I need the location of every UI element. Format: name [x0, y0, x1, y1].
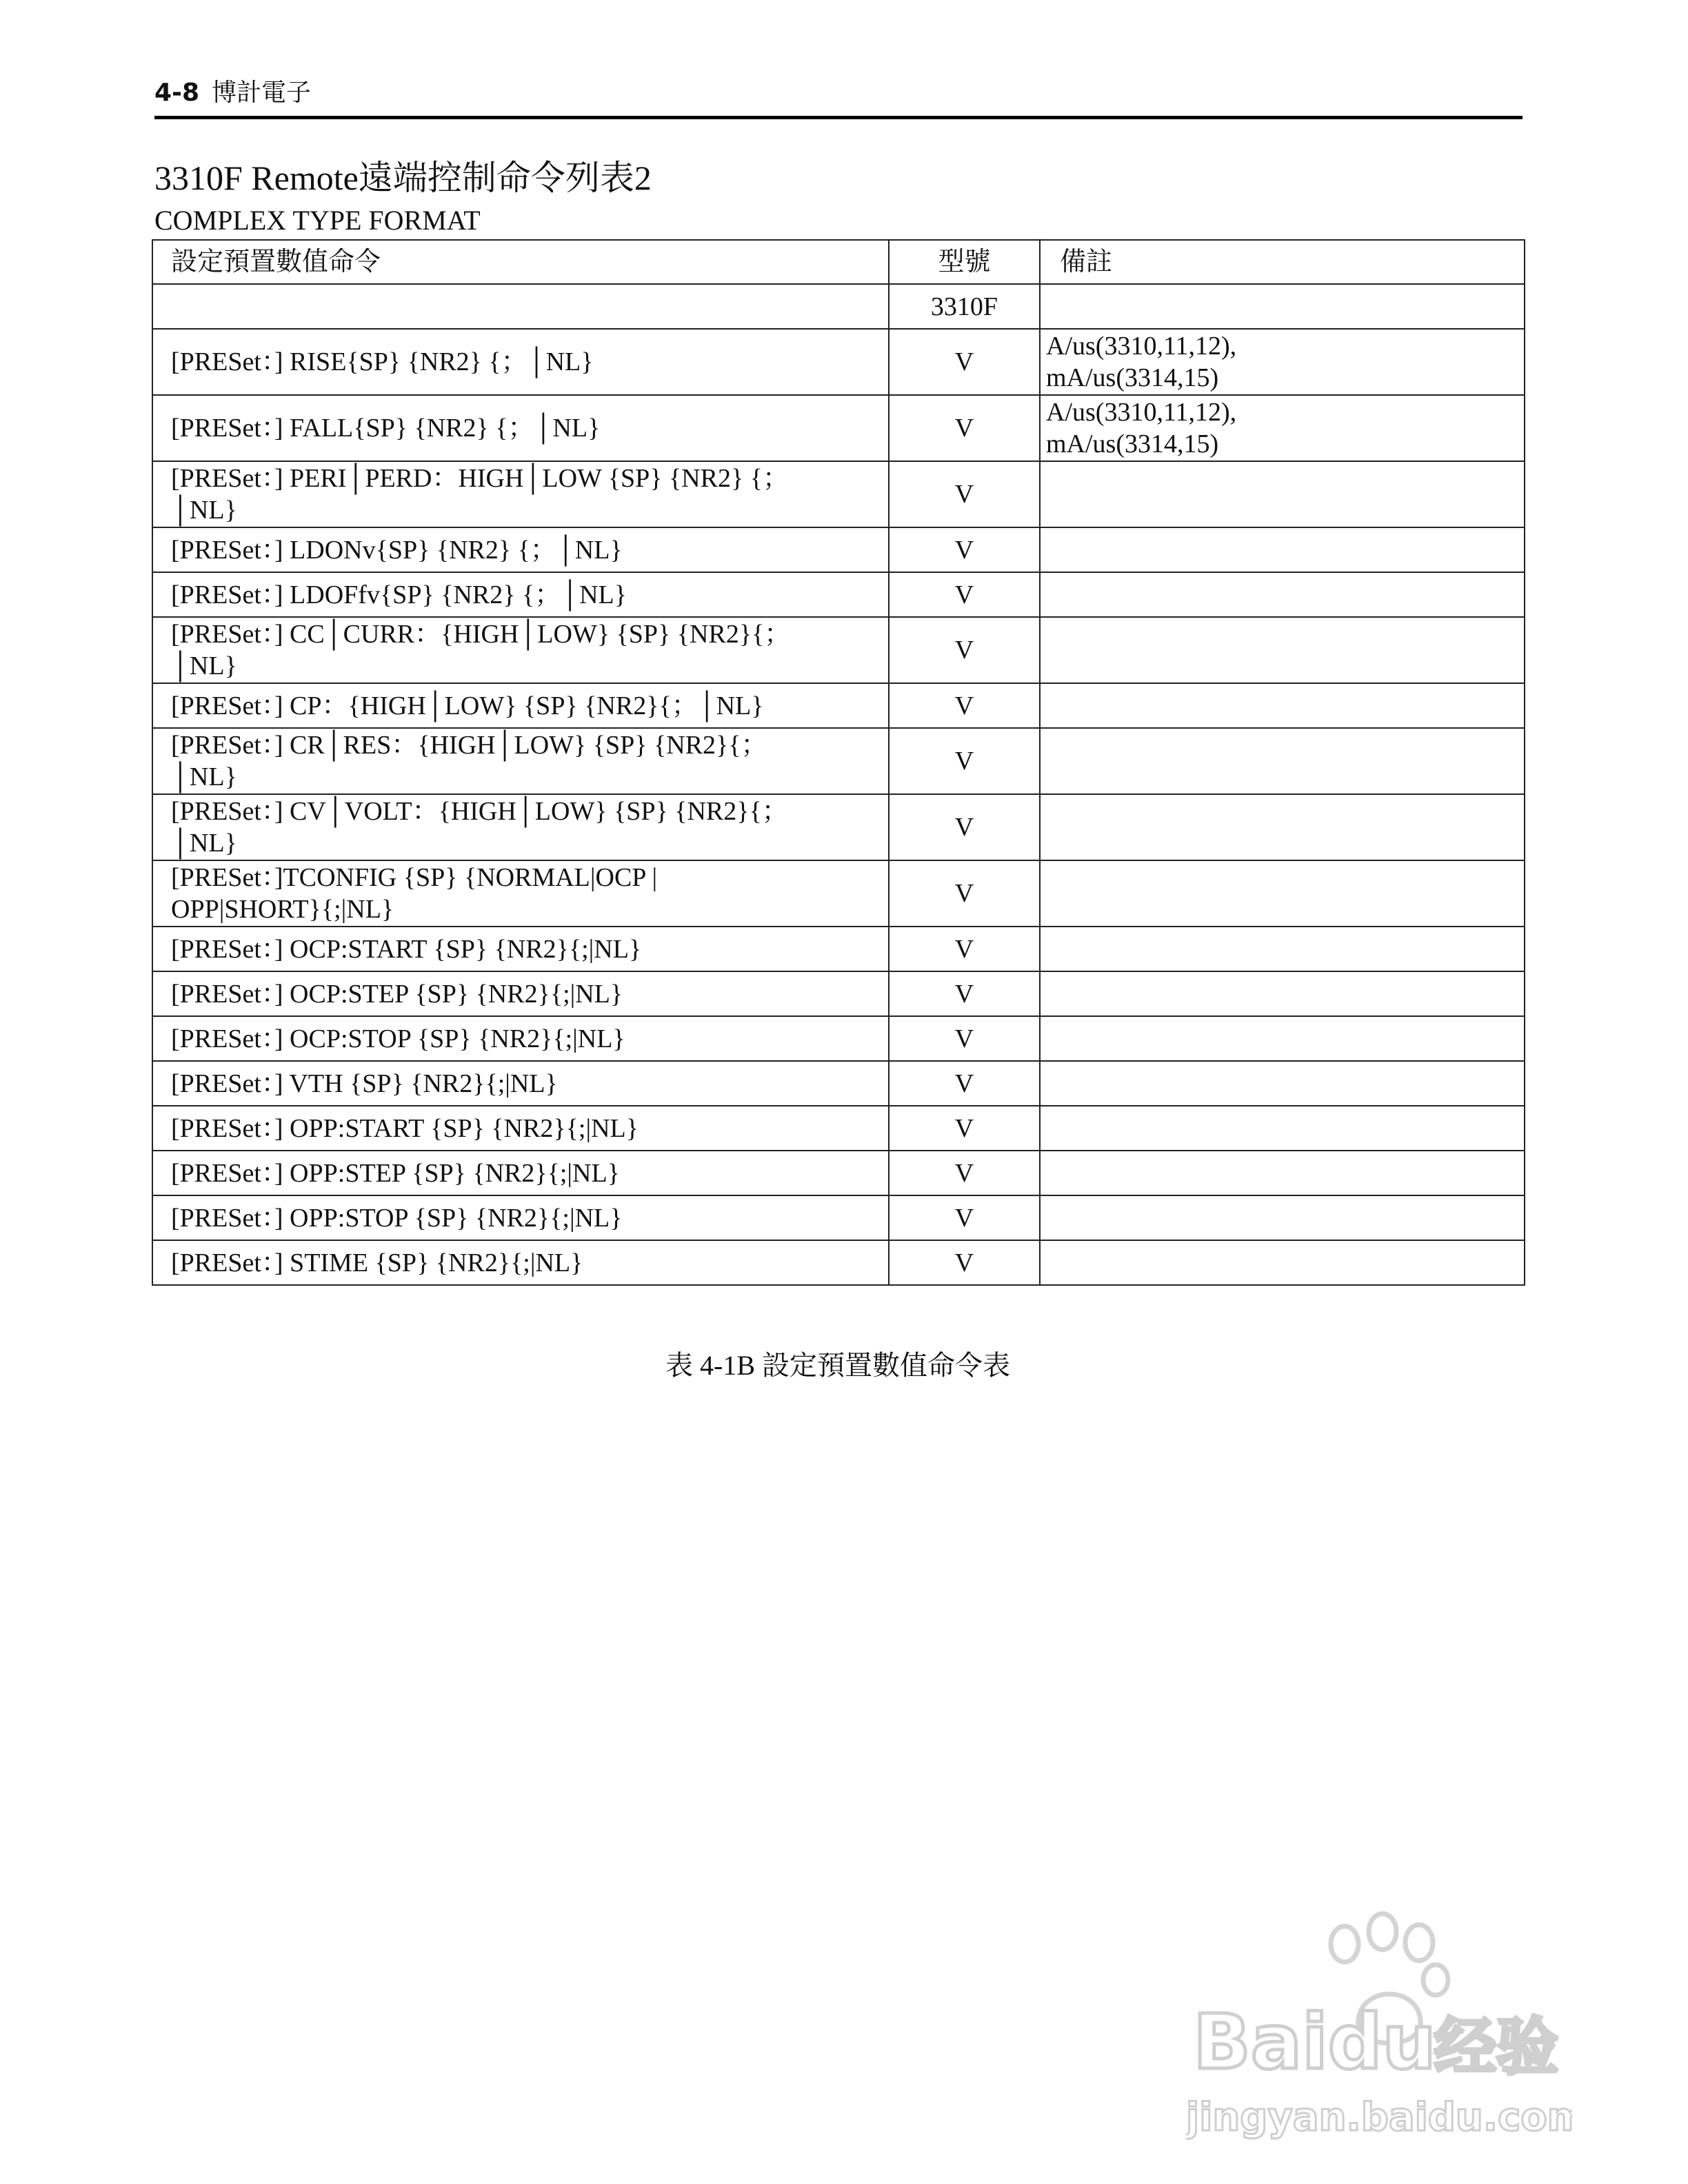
command-cell: [PRESet：] LDOFfv{SP} {NR2} {；│NL}	[152, 572, 889, 617]
table-header-row	[152, 240, 1525, 284]
baidu-paw-logo-icon	[1186, 1903, 1572, 2165]
baidu-watermark	[1186, 1903, 1572, 2165]
command-cell: [PRESet：] PERI│PERD：HIGH│LOW {SP} {NR2} {； │NL}	[152, 461, 889, 527]
note-cell	[1040, 728, 1525, 794]
note-cell	[1040, 1151, 1525, 1195]
command-cell: [PRESet：] VTH {SP} {NR2}{;|NL}	[152, 1061, 889, 1106]
watermark-brand: Baidu	[1193, 1998, 1436, 2086]
command-cell: [PRESet：] CP：{HIGH│LOW} {SP} {NR2}{；│NL}	[152, 683, 889, 728]
table-caption: 表 4-1B 設定預置數值命令表	[665, 1350, 1010, 1381]
command-cell: [PRESet：] OPP:STEP {SP} {NR2}{;|NL}	[152, 1151, 889, 1195]
page-header	[154, 77, 1523, 119]
model-mark-cell: V	[889, 1016, 1040, 1061]
command-cell: [PRESet：] RISE{SP} {NR2} {；│NL}	[152, 329, 889, 395]
table-row	[152, 683, 1525, 728]
command-cell: [PRESet：] LDONv{SP} {NR2} {；│NL}	[152, 527, 889, 572]
model-mark-cell: V	[889, 1106, 1040, 1151]
note-cell	[1040, 527, 1525, 572]
command-cell: [PRESet：] OPP:STOP {SP} {NR2}{;|NL}	[152, 1195, 889, 1240]
command-cell: [PRESet：] CV│VOLT：{HIGH│LOW} {SP} {NR2}{； │NL}	[152, 794, 889, 860]
model-mark-cell: V	[889, 1061, 1040, 1106]
note-cell	[1040, 617, 1525, 683]
note-cell	[1040, 1240, 1525, 1285]
table-row	[152, 461, 1525, 527]
model-mark-cell: V	[889, 461, 1040, 527]
model-mark-cell: V	[889, 527, 1040, 572]
note-cell	[1040, 927, 1525, 971]
command-table	[152, 239, 1525, 1286]
command-cell: [PRESet：] FALL{SP} {NR2} {；│NL}	[152, 395, 889, 461]
model-mark-cell: V	[889, 617, 1040, 683]
command-cell: [PRESet：]TCONFIG {SP} {NORMAL|OCP | OPP|SHORT}{;|NL}	[152, 860, 889, 927]
page-title: 3310F Remote遠端控制命令列表2	[154, 159, 652, 197]
note-cell	[1040, 1061, 1525, 1106]
model-row-command	[152, 284, 889, 329]
note-cell: A/us(3310,11,12), mA/us(3314,15)	[1040, 329, 1525, 395]
model-mark-cell: V	[889, 1240, 1040, 1285]
table-row	[152, 617, 1525, 683]
table-row	[152, 572, 1525, 617]
command-cell: [PRESet：] OCP:STEP {SP} {NR2}{;|NL}	[152, 971, 889, 1016]
model-mark-cell: V	[889, 927, 1040, 971]
model-row-note	[1040, 284, 1525, 329]
table-row	[152, 927, 1525, 971]
command-cell: [PRESet：] CR│RES：{HIGH│LOW} {SP} {NR2}{； │NL}	[152, 728, 889, 794]
command-cell: [PRESet：] STIME {SP} {NR2}{;|NL}	[152, 1240, 889, 1285]
note-cell	[1040, 572, 1525, 617]
model-name: 3310F	[889, 284, 1040, 329]
table-row	[152, 971, 1525, 1016]
command-cell: [PRESet：] CC│CURR：{HIGH│LOW} {SP} {NR2}{； │NL}	[152, 617, 889, 683]
header-model: 型號	[889, 240, 1040, 284]
table-row	[152, 1061, 1525, 1106]
note-cell	[1040, 971, 1525, 1016]
table-row	[152, 329, 1525, 395]
model-row	[152, 284, 1525, 329]
model-mark-cell: V	[889, 395, 1040, 461]
model-mark-cell: V	[889, 1151, 1040, 1195]
table-row	[152, 395, 1525, 461]
model-mark-cell: V	[889, 794, 1040, 860]
model-mark-cell: V	[889, 728, 1040, 794]
note-cell	[1040, 860, 1525, 927]
watermark-url: jingyan.baidu.com	[1186, 2095, 1572, 2140]
model-mark-cell: V	[889, 971, 1040, 1016]
table-row	[152, 1016, 1525, 1061]
note-cell	[1040, 1016, 1525, 1061]
watermark-label: 经验	[1434, 2011, 1558, 2083]
table-row	[152, 860, 1525, 927]
table-row	[152, 728, 1525, 794]
model-mark-cell: V	[889, 572, 1040, 617]
table-row	[152, 1106, 1525, 1151]
company-name: 博計電子	[212, 79, 312, 107]
command-cell: [PRESet：] OCP:STOP {SP} {NR2}{;|NL}	[152, 1016, 889, 1061]
model-mark-cell: V	[889, 1195, 1040, 1240]
command-cell: [PRESet：] OCP:START {SP} {NR2}{;|NL}	[152, 927, 889, 971]
note-cell	[1040, 794, 1525, 860]
table-row	[152, 1240, 1525, 1285]
table-row	[152, 794, 1525, 860]
header-note: 備註	[1040, 240, 1525, 284]
note-cell	[1040, 1195, 1525, 1240]
model-mark-cell: V	[889, 683, 1040, 728]
model-mark-cell: V	[889, 329, 1040, 395]
header-command: 設定預置數值命令	[152, 240, 889, 284]
page-number: 4-8	[154, 79, 200, 107]
command-table-body	[152, 240, 1525, 1285]
note-cell	[1040, 683, 1525, 728]
table-row	[152, 1151, 1525, 1195]
page-subtitle: COMPLEX TYPE FORMAT	[154, 205, 481, 236]
table-row	[152, 527, 1525, 572]
command-cell: [PRESet：] OPP:START {SP} {NR2}{;|NL}	[152, 1106, 889, 1151]
model-mark-cell: V	[889, 860, 1040, 927]
note-cell	[1040, 1106, 1525, 1151]
note-cell: A/us(3310,11,12), mA/us(3314,15)	[1040, 395, 1525, 461]
note-cell	[1040, 461, 1525, 527]
table-row	[152, 1195, 1525, 1240]
